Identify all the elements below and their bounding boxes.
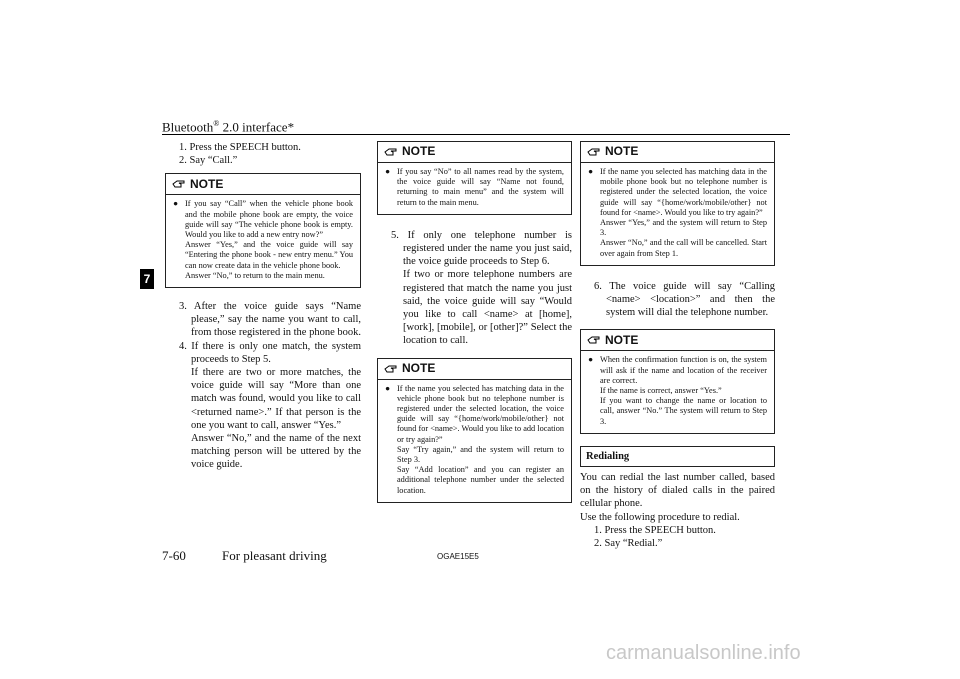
note-text: If the name you selected has matching data in the mobile phone book but no telephone number is registered under the selected location, the voice guide will say “{home/work/mobile/other} not found for <name>. Would you like to try again?”	[600, 167, 767, 217]
note-text: If you say “Call” when the vehicle phone book and the mobile phone book are empty, the voice guide will say “The vehicle phone book is empty. Would you like to add a new entry now?”	[185, 199, 353, 240]
step-5-detail: If two or more telephone numbers are registered that match the name you just said, the voice guide will say “Would you like to call <name> at [home], [work], [mobile], or [other]?” Select the location to call.	[403, 269, 572, 347]
note-box	[377, 141, 572, 215]
note-header	[581, 142, 774, 163]
redial-step-1: 1. Press the SPEECH button.	[594, 524, 716, 536]
step-2: 2. Say “Call.”	[179, 155, 238, 167]
chapter-tab: 7	[140, 269, 154, 289]
header-title-rest: 2.0 interface*	[219, 119, 295, 135]
note-box	[580, 329, 775, 433]
bullet-icon: ●	[385, 167, 391, 176]
note-label: NOTE	[190, 176, 224, 191]
redial-text: You can redial the last number called, based on the history of dialed calls in the paired cellular phone.	[580, 472, 775, 510]
section-title: Redialing	[580, 446, 775, 467]
note-text: Say “Try again,” and the system will return to Step 3.	[397, 444, 564, 465]
note-text: If you say “No” to all names read by the system, the voice guide will say “Name not found, returning to main menu” and the system will return to the main menu.	[397, 167, 564, 207]
redial-step-2: 2. Say “Redial.”	[594, 538, 663, 550]
step-5: 5. If only one telephone number is registered under the name you just said, the voice guide proceeds to Step 6.	[391, 229, 572, 268]
note-label: NOTE	[605, 144, 639, 159]
note-hand-icon	[384, 146, 398, 158]
document-code: OGAE15E5	[437, 552, 479, 561]
step-4: 4. If there is only one match, the system proceeds to Step 5.	[179, 340, 361, 365]
bullet-icon: ●	[588, 167, 594, 176]
step-3: 3. After the voice guide says “Name please,” say the name you want to call, from those registered in the phone book.	[179, 301, 361, 339]
header-rule	[162, 134, 790, 135]
note-header	[166, 174, 360, 195]
bullet-icon: ●	[588, 355, 594, 365]
note-hand-icon	[587, 146, 601, 158]
watermark: carmanualsonline.info	[606, 642, 801, 664]
note-box	[377, 358, 572, 503]
header-title: Bluetooth	[162, 119, 214, 135]
page-number: 7-60	[162, 548, 186, 563]
note-hand-icon	[587, 334, 601, 346]
note-text: Answer “Yes,” and the voice guide will say “Entering the phone book - new entry menu.” You can now create data in the vehicle phone book.	[185, 240, 353, 270]
footer-section: For pleasant driving	[222, 548, 327, 563]
registered-mark: ®	[213, 119, 220, 128]
bullet-icon: ●	[173, 199, 179, 209]
redial-text-2: Use the following procedure to redial.	[580, 511, 740, 523]
note-label: NOTE	[605, 332, 639, 347]
note-text: Say “Add location” and you can register an additional telephone number under the selected location.	[397, 465, 564, 495]
note-hand-icon	[172, 178, 186, 190]
note-text: If you want to change the name or location to call, answer “No.” The system will return to Step 3.	[600, 396, 767, 426]
note-box	[165, 173, 361, 288]
note-text: Answer “Yes,” and the system will return to Step 3.	[600, 218, 767, 238]
note-label: NOTE	[402, 361, 436, 376]
note-text: Answer “No,” and the call will be cancelled. Start over again from Step 1.	[600, 238, 767, 258]
left-column	[165, 141, 361, 472]
note-label: NOTE	[402, 144, 436, 159]
step-4-detail: If there are two or more matches, the voice guide will say “More than one match was found, would you like to call <returned name>.” If that person is the one you want to call, answer “Yes.”	[191, 367, 361, 431]
note-header	[581, 330, 774, 351]
note-text: If the name is correct, answer “Yes.”	[600, 386, 722, 396]
note-text: When the confirmation function is on, the system will ask if the name and location of the receiver are correct.	[600, 355, 767, 385]
page-header	[162, 119, 294, 135]
middle-column	[377, 141, 572, 503]
note-header	[378, 142, 571, 163]
step-4-detail-2: Answer “No,” and the name of the next matching person will be uttered by the voice guide.	[191, 433, 361, 471]
step-1: 1. Press the SPEECH button.	[179, 142, 301, 153]
right-column	[580, 141, 775, 550]
note-hand-icon	[384, 363, 398, 375]
note-text: Answer “No,” to return to the main menu.	[185, 270, 325, 280]
note-box	[580, 141, 775, 266]
step-6: 6. The voice guide will say “Calling <name> <location>” and then the system will dial the telephone number.	[594, 280, 775, 319]
note-text: If the name you selected has matching data in the vehicle phone book but no telephone number is registered under the selected location, the voice guide will say “{home/work/mobile/other} not found for <name>. Would you like to add location or try again?”	[397, 383, 564, 444]
note-header	[378, 359, 571, 380]
bullet-icon: ●	[385, 383, 391, 393]
